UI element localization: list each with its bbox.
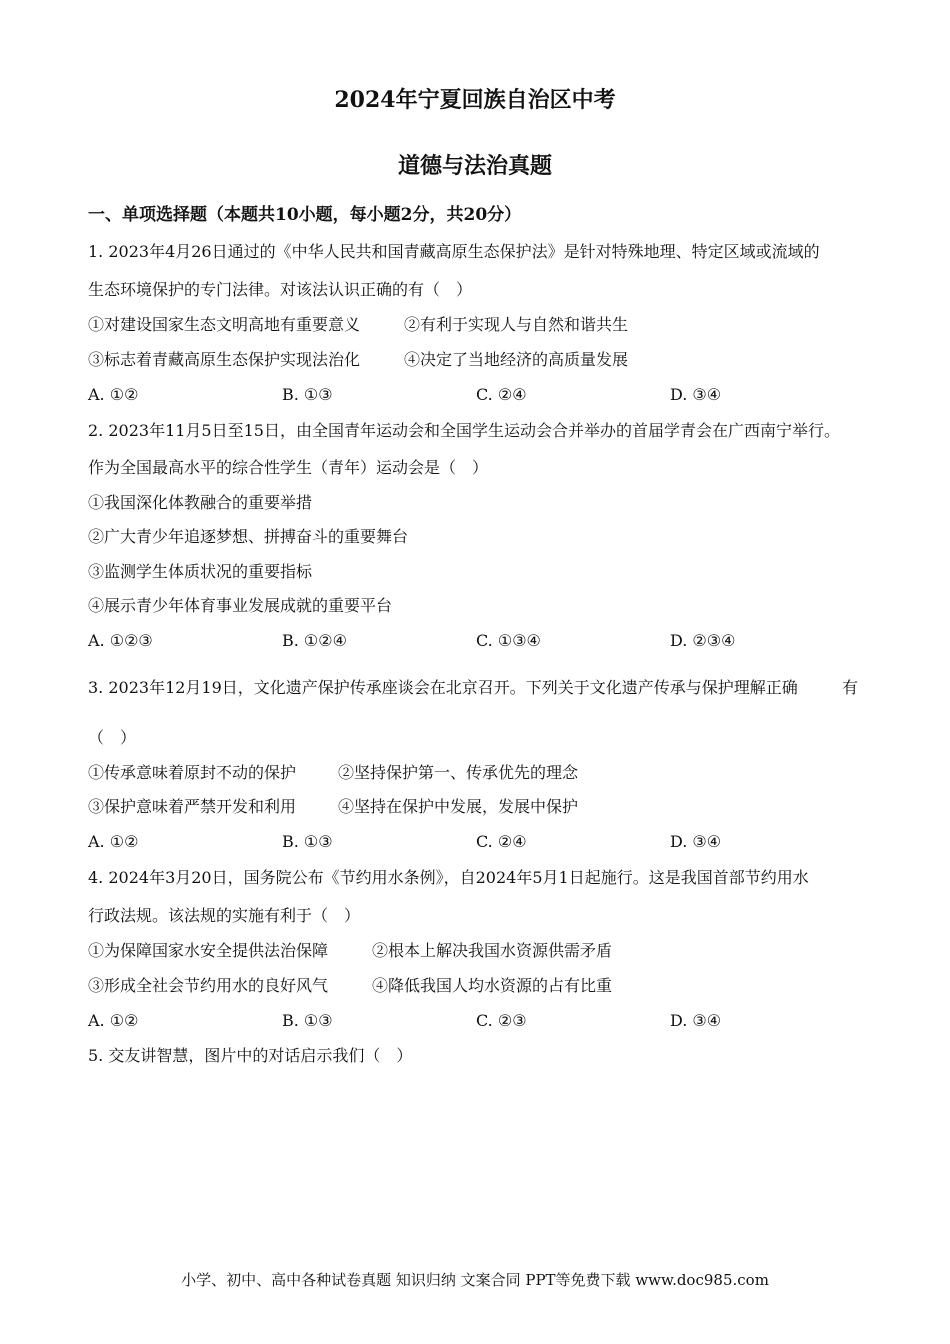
question-4-stem-line1: 4. 2024年3月20日，国务院公布《节约用水条例》，自2024年5月1日起施行。这是我国首部节约用水 bbox=[88, 868, 809, 887]
question-3-stem-line2: （ ） bbox=[88, 728, 137, 747]
question-4-option-1: ①为保障国家水安全提供法治保障 bbox=[88, 941, 329, 960]
page-footer: 小学、初中、高中各种试卷真题 知识归纳 文案合同 PPT等免费下载 www.doc985.com bbox=[181, 1271, 769, 1289]
question-1-option-4: ④决定了当地经济的高质量发展 bbox=[404, 350, 629, 369]
page-title: 2024年宁夏回族自治区中考 bbox=[334, 87, 616, 113]
question-2-option-4: ④展示青少年体育事业发展成就的重要平台 bbox=[88, 596, 393, 615]
question-4-choice-b: B. ①③ bbox=[282, 1011, 333, 1030]
question-2-stem-line1: 2. 2023年11月5日至15日，由全国青年运动会和全国学生运动会合并举办的首届学青会在广西南宁举行。 bbox=[88, 421, 840, 440]
question-1-option-3: ③标志着青藏高原生态保护实现法治化 bbox=[88, 350, 361, 369]
question-1-option-1: ①对建设国家生态文明高地有重要意义 bbox=[88, 315, 361, 334]
question-2-choice-c: C. ①③④ bbox=[476, 631, 541, 650]
question-3-choice-b: B. ①③ bbox=[282, 832, 333, 851]
question-2-option-2: ②广大青少年追逐梦想、拼搏奋斗的重要舞台 bbox=[88, 527, 409, 546]
question-1-stem-line1: 1. 2023年4月26日通过的《中华人民共和国青藏高原生态保护法》是针对特殊地理、特定区域或流域的 bbox=[88, 242, 820, 261]
question-4-option-3: ③形成全社会节约用水的良好风气 bbox=[88, 976, 329, 995]
question-1-choice-c: C. ②④ bbox=[476, 385, 527, 404]
question-4-choice-d: D. ③④ bbox=[670, 1011, 722, 1030]
question-1-stem-line2: 生态环境保护的专门法律。对该法认识正确的有（ ） bbox=[88, 280, 473, 299]
question-3-option-2: ②坚持保护第一、传承优先的理念 bbox=[338, 763, 579, 782]
question-2-choice-a: A. ①②③ bbox=[88, 631, 153, 650]
question-1-option-2: ②有利于实现人与自然和谐共生 bbox=[404, 315, 629, 334]
question-3-option-4: ④坚持在保护中发展，发展中保护 bbox=[338, 797, 579, 816]
question-4-option-4: ④降低我国人均水资源的占有比重 bbox=[372, 976, 613, 995]
question-3-choice-c: C. ②④ bbox=[476, 832, 527, 851]
question-2-option-1: ①我国深化体教融合的重要举措 bbox=[88, 493, 313, 512]
question-1-choice-a: A. ①② bbox=[88, 385, 139, 404]
question-1-choice-d: D. ③④ bbox=[670, 385, 722, 404]
question-3-stem-tail: 有 bbox=[842, 678, 859, 697]
question-3-choice-a: A. ①② bbox=[88, 832, 139, 851]
page-subtitle: 道德与法治真题 bbox=[397, 153, 552, 179]
question-4-choice-a: A. ①② bbox=[88, 1011, 139, 1030]
question-2-stem-line2: 作为全国最高水平的综合性学生（青年）运动会是（ ） bbox=[88, 458, 489, 477]
question-3-stem-line1: 3. 2023年12月19日，文化遗产保护传承座谈会在北京召开。下列关于文化遗产传承与保护理解正确 bbox=[88, 678, 798, 697]
question-3-choice-d: D. ③④ bbox=[670, 832, 722, 851]
question-2-choice-b: B. ①②④ bbox=[282, 631, 347, 650]
question-1-choice-b: B. ①③ bbox=[282, 385, 333, 404]
question-2-choice-d: D. ②③④ bbox=[670, 631, 736, 650]
question-2-option-3: ③监测学生体质状况的重要指标 bbox=[88, 562, 313, 581]
question-3-option-3: ③保护意味着严禁开发和利用 bbox=[88, 797, 297, 816]
section-heading: 一、单项选择题（本题共10小题，每小题2分，共20分） bbox=[88, 205, 522, 225]
question-4-stem-line2: 行政法规。该法规的实施有利于（ ） bbox=[88, 906, 361, 925]
question-3-option-1: ①传承意味着原封不动的保护 bbox=[88, 763, 297, 782]
question-4-option-2: ②根本上解决我国水资源供需矛盾 bbox=[372, 941, 613, 960]
question-4-choice-c: C. ②③ bbox=[476, 1011, 527, 1030]
question-5-stem-line1: 5. 交友讲智慧，图片中的对话启示我们（ ） bbox=[88, 1046, 413, 1065]
